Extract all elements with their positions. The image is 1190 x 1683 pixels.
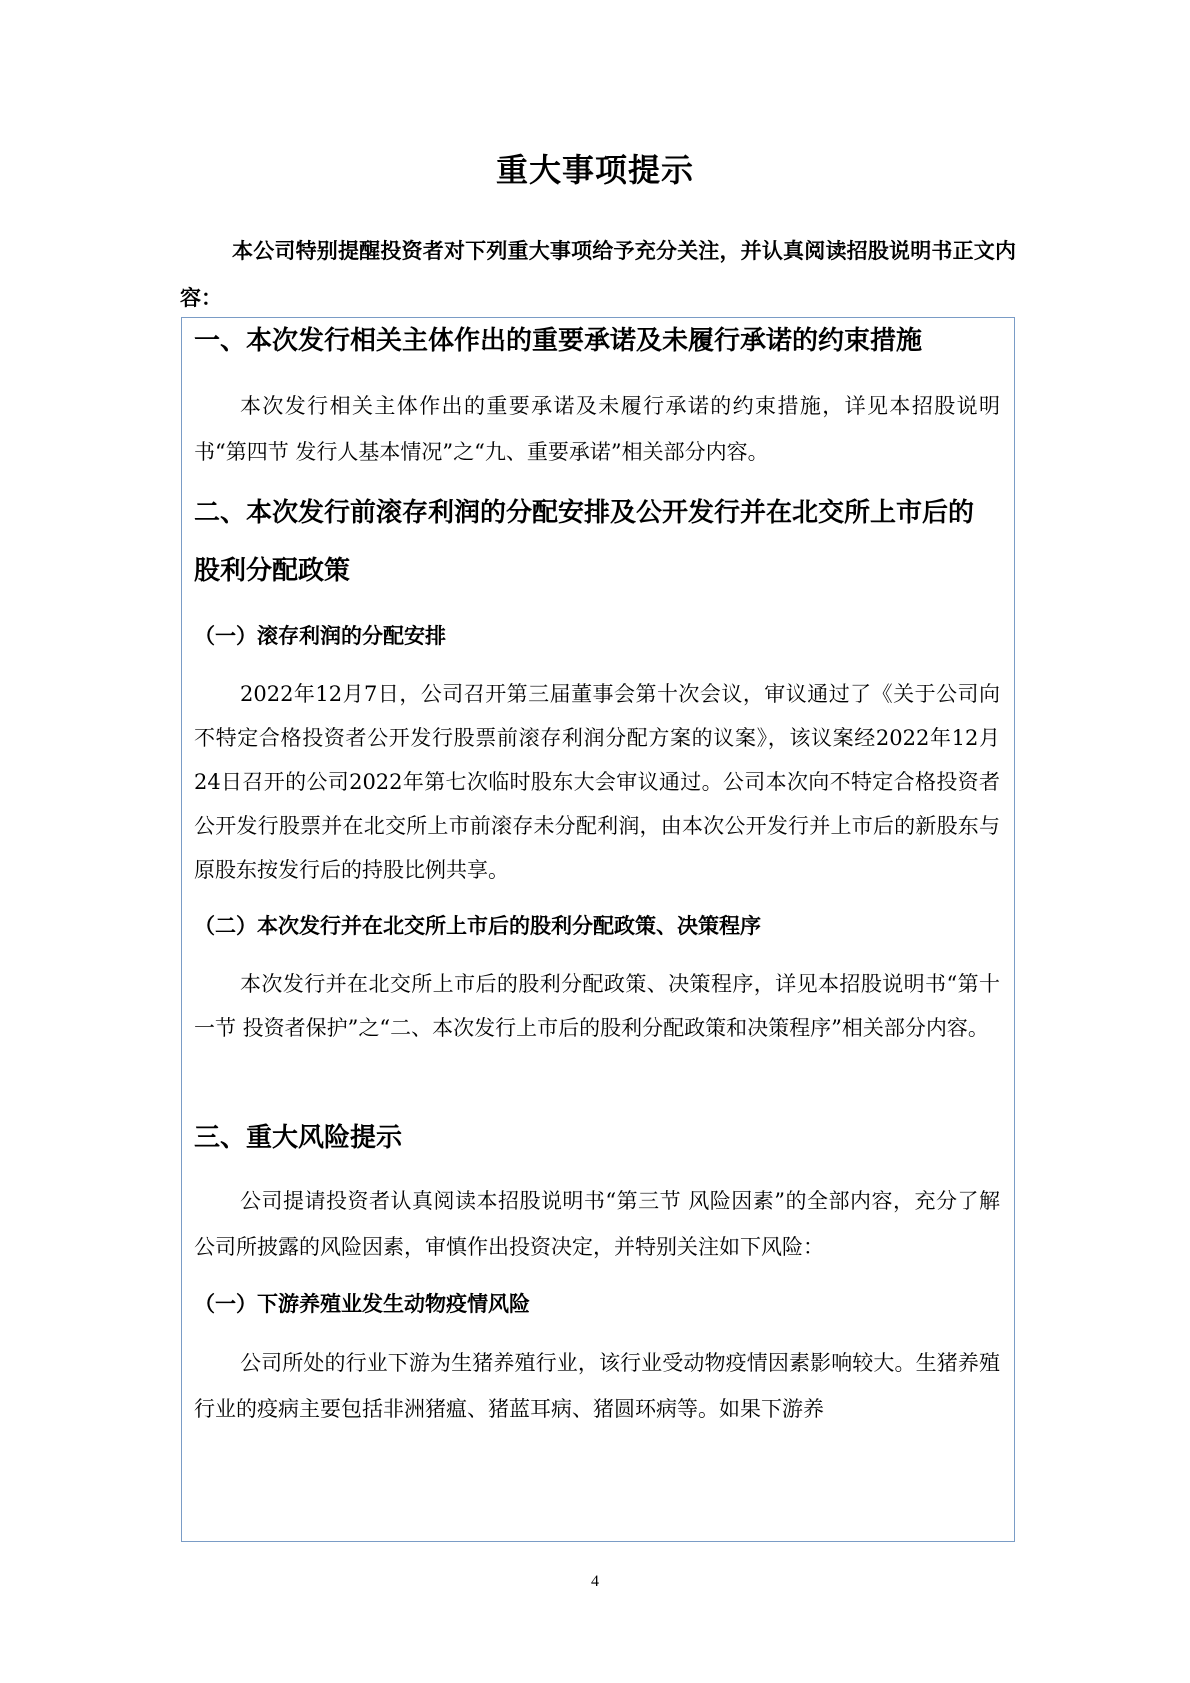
section-2-sub-1-paragraph: 2022年12月7日，公司召开第三届董事会第十次会议，审议通过了《关于公司向不特定合格投资者公开发行股票前滚存利润分配方案的议案》，该议案经2022年12月24日召开的公司2022年第七次临时股东大会审议通过。公司本次向不特定合格投资者公开发行股票并在北交所上市前滚存未分配利润，由本次公开发行并上市后的新股东与原股东按发行后的持股比例共享。 — [194, 682, 1000, 882]
section-2-sub-2-paragraph: 本次发行并在北交所上市后的股利分配政策、决策程序，详见本招股说明书“第十一节 投资者保护”之“二、本次发行上市后的股利分配政策和决策程序”相关部分内容。 — [194, 972, 1000, 1040]
section-2-sub-2-heading: （二）本次发行并在北交所上市后的股利分配政策、决策程序 — [194, 914, 761, 938]
section-3-heading: 三、重大风险提示 — [194, 1123, 403, 1153]
section-1-heading: 一、本次发行相关主体作出的重要承诺及未履行承诺的约束措施 — [194, 326, 923, 356]
section-2-heading: 二、本次发行前滚存利润的分配安排及公开发行并在北交所上市后的股利分配政策 — [194, 498, 975, 586]
page-title: 重大事项提示 — [495, 151, 694, 189]
section-3-sub-1-heading: （一）下游养殖业发生动物疫情风险 — [194, 1292, 530, 1316]
section-3-paragraph: 公司提请投资者认真阅读本招股说明书“第三节 风险因素”的全部内容，充分了解公司所披露的风险因素，审慎作出投资决定，并特别关注如下风险： — [194, 1189, 1000, 1259]
page-number: 4 — [591, 1573, 599, 1590]
section-1-paragraph: 本次发行相关主体作出的重要承诺及未履行承诺的约束措施，详见本招股说明书“第四节 发行人基本情况”之“九、重要承诺”相关部分内容。 — [194, 394, 1000, 464]
section-3-sub-1-paragraph: 公司所处的行业下游为生猪养殖行业，该行业受动物疫情因素影响较大。生猪养殖行业的疫病主要包括非洲猪瘟、猪蓝耳病、猪圆环病等。如果下游养 — [194, 1351, 1000, 1421]
bordered-content-box — [181, 317, 1015, 1542]
section-2-sub-1-heading: （一）滚存利润的分配安排 — [194, 624, 446, 648]
intro-paragraph: 本公司特别提醒投资者对下列重大事项给予充分关注，并认真阅读招股说明书正文内容： — [180, 239, 1016, 310]
